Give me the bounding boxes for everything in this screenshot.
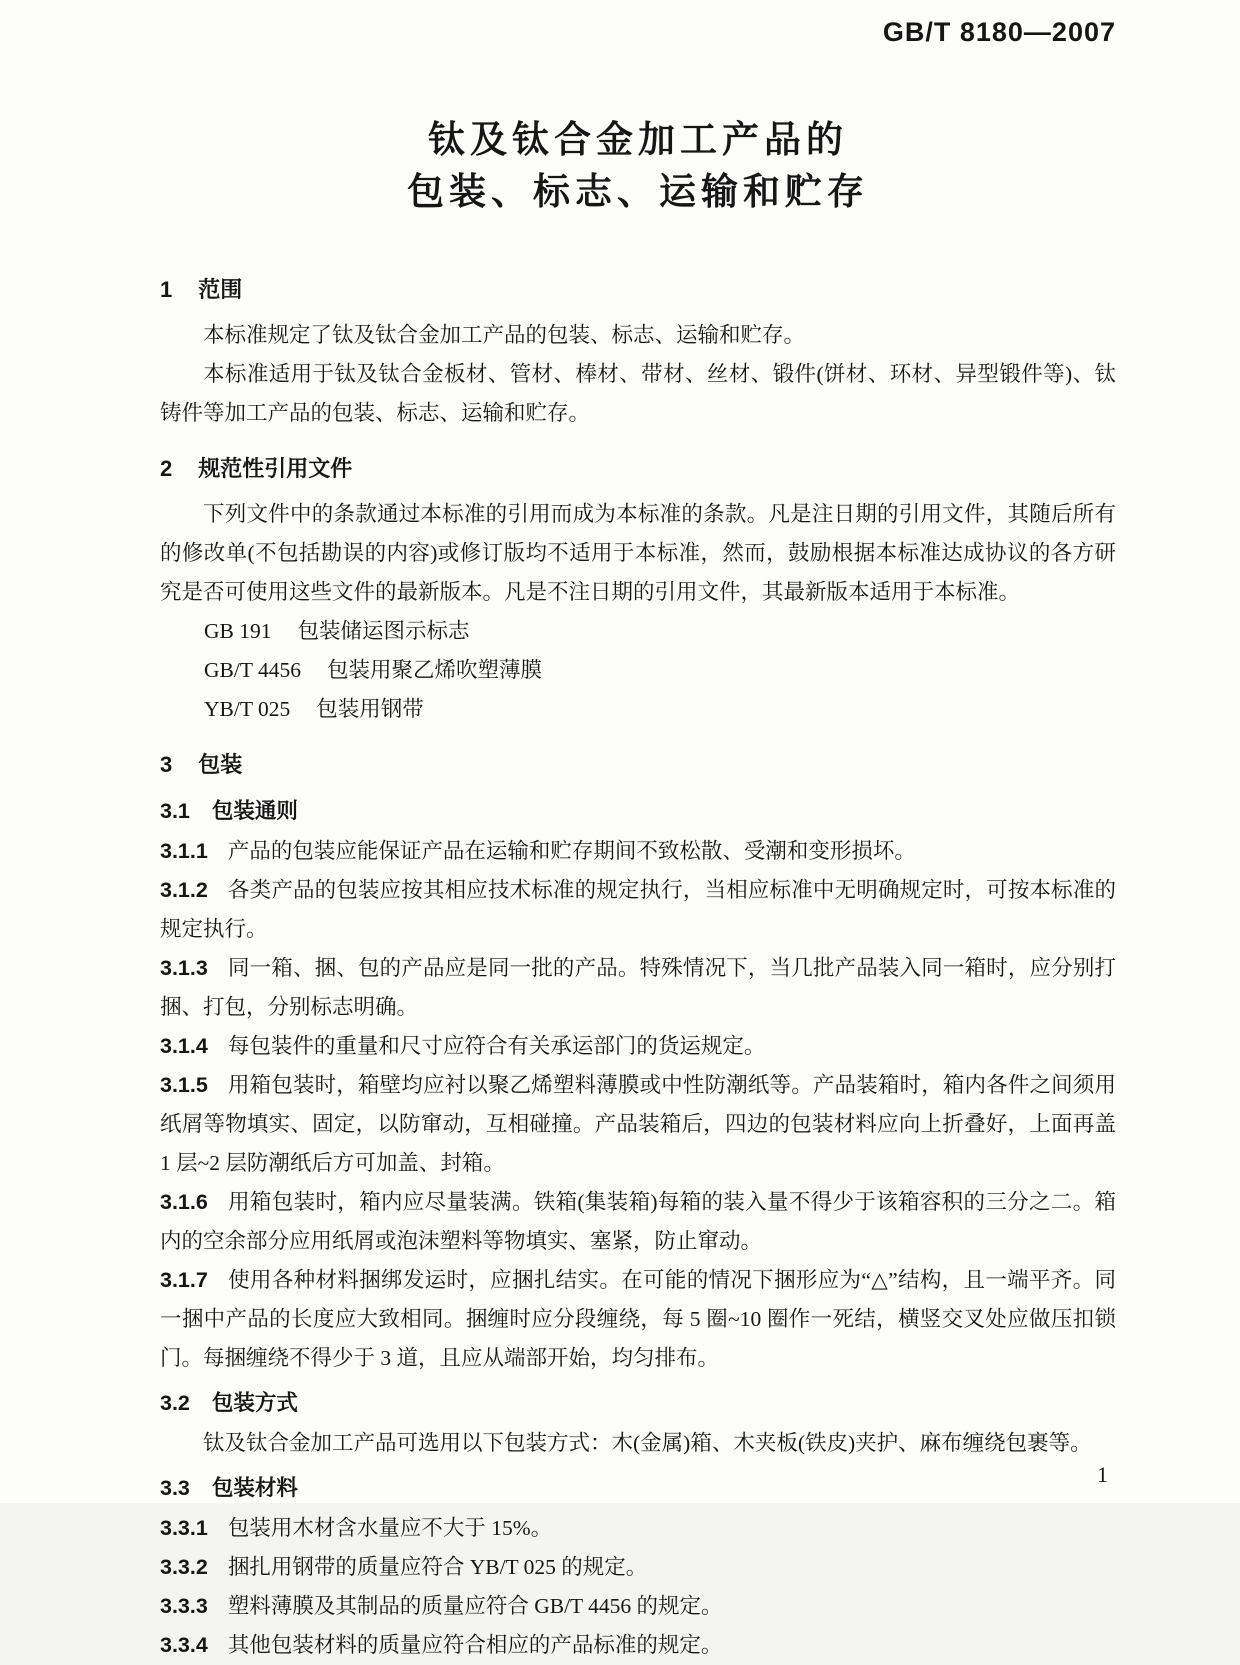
clause [160,832,1116,871]
subsection-title: 包装材料 [211,1476,298,1500]
section-title: 包装 [198,752,243,777]
clause [160,871,1116,949]
reference-title: 包装用聚乙烯吹塑薄膜 [326,658,542,682]
section-title: 规范性引用文件 [198,456,353,481]
clause-number: 3.3.1 [160,1516,208,1540]
clause [160,1626,1116,1665]
clause [160,949,1116,1027]
reference-item [160,612,1116,651]
clause [160,1027,1116,1066]
clause-text: 捆扎用钢带的质量应符合 YB/T 025 的规定。 [227,1555,648,1579]
clause-text: 使用各种材料捆绑发运时，应捆扎结实。在可能的情况下捆形应为“△”结构，且一端平齐。同一捆中产品的长度应大致相同。捆缠时应分段缠绕，每 5 圈~10 圈作一死结，横竖交叉处应做压扣锁门。每捆缠绕不得少于 3 道，且应从端部开始，均匀排布。 [160,1268,1116,1370]
clause-number: 3.1.2 [160,878,208,902]
clause-number: 3.3.4 [160,1633,208,1657]
document-title-line1: 钛及钛合金加工产品的 [428,119,848,160]
reference-title: 包装储运图示标志 [297,619,470,643]
clause-text: 用箱包装时，箱壁均应衬以聚乙烯塑料薄膜或中性防潮纸等。产品装箱时，箱内各件之间须用纸屑等物填实、固定，以防窜动，互相碰撞。产品装箱后，四边的包装材料应向上折叠好，上面再盖 1 层~2 层防潮纸后方可加盖、封箱。 [160,1073,1116,1175]
clause-number: 3.1.5 [160,1073,208,1097]
section-number: 1 [160,277,173,302]
clause-number: 3.1.7 [160,1268,208,1292]
section-title: 范围 [198,277,243,302]
clause-number: 3.3.2 [160,1555,208,1579]
clause-text: 塑料薄膜及其制品的质量应符合 GB/T 4456 的规定。 [227,1594,723,1618]
subsection-heading-packaging-general [160,791,1116,831]
paragraph: 下列文件中的条款通过本标准的引用而成为本标准的条款。凡是注日期的引用文件，其随后所有的修改单(不包括勘误的内容)或修订版均不适用于本标准，然而，鼓励根据本标准达成协议的各方研究是否可使用这些文件的最新版本。凡是不注日期的引用文件，其最新版本适用于本标准。 [160,502,1116,604]
clause-number: 3.1.4 [160,1034,208,1058]
clause [160,1548,1116,1587]
clause-number: 3.3.3 [160,1594,208,1618]
clause [160,1509,1116,1548]
standard-number: GB/T 8180—2007 [882,17,1116,47]
clause-number: 3.1.3 [160,956,208,980]
clause [160,1587,1116,1626]
clause-number: 3.1.6 [160,1190,208,1214]
subsection-heading-packaging-methods [160,1383,1116,1423]
section-heading-packaging [160,745,1116,785]
clause-text: 用箱包装时，箱内应尽量装满。铁箱(集装箱)每箱的装入量不得少于该箱容积的三分之二。箱内的空余部分应用纸屑或泡沫塑料等物填实、塞紧，防止窜动。 [160,1190,1116,1253]
section-number: 2 [160,456,173,481]
document-title-line2: 包装、标志、运输和贮存 [407,171,869,212]
clause-text: 其他包装材料的质量应符合相应的产品标准的规定。 [227,1633,723,1657]
clause-text: 每包装件的重量和尺寸应符合有关承运部门的货运规定。 [227,1034,766,1058]
clause [160,1261,1116,1378]
reference-code: GB 191 [204,619,272,643]
subsection-title: 包装方式 [211,1391,298,1415]
paragraph: 本标准规定了钛及钛合金加工产品的包装、标志、运输和贮存。 [203,323,806,347]
document-body [160,270,1116,1665]
subsection-number: 3.1 [160,799,190,823]
section-number: 3 [160,752,173,777]
page-number: 1 [1097,1462,1108,1487]
clause-text: 各类产品的包装应按其相应技术标准的规定执行，当相应标准中无明确规定时，可按本标准的规定执行。 [160,878,1116,941]
subsection-heading-packaging-materials [160,1468,1116,1508]
clause-text: 产品的包装应能保证产品在运输和贮存期间不致松散、受潮和变形损坏。 [227,839,916,863]
clause [160,1183,1116,1261]
paragraph: 钛及钛合金加工产品可选用以下包装方式：木(金属)箱、木夹板(铁皮)夹护、麻布缠绕包裹等。 [203,1431,1092,1455]
clause [160,1066,1116,1183]
reference-title: 包装用钢带 [316,697,424,721]
section-heading-normative-references [160,449,1116,489]
reference-code: YB/T 025 [204,697,291,721]
reference-item [160,690,1116,729]
reference-code: GB/T 4456 [204,658,301,682]
clause-text: 同一箱、捆、包的产品应是同一批的产品。特殊情况下，当几批产品装入同一箱时，应分别打捆、打包，分别标志明确。 [160,956,1116,1019]
clause-number: 3.1.1 [160,839,208,863]
subsection-number: 3.2 [160,1391,190,1415]
subsection-number: 3.3 [160,1476,190,1500]
reference-item [160,651,1116,690]
section-heading-scope [160,270,1116,310]
subsection-title: 包装通则 [211,799,298,823]
paragraph: 本标准适用于钛及钛合金板材、管材、棒材、带材、丝材、锻件(饼材、环材、异型锻件等)、钛铸件等加工产品的包装、标志、运输和贮存。 [160,362,1116,425]
clause-text: 包装用木材含水量应不大于 15%。 [227,1516,553,1540]
document-title [160,114,1116,218]
